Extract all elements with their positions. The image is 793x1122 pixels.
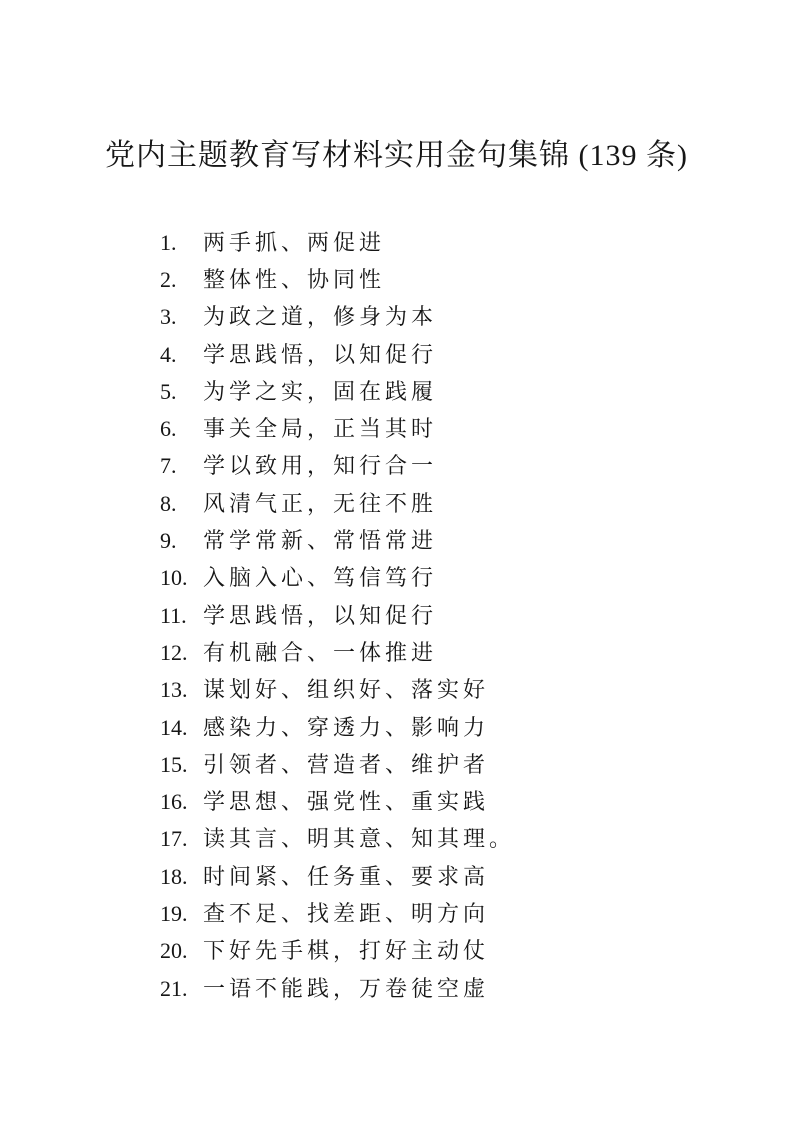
list-item	[160, 858, 515, 895]
list-item	[160, 597, 515, 634]
list-item-text: 学以致用，知行合一	[203, 453, 438, 479]
list-item-number: 21.	[160, 975, 188, 1001]
list-item-number: 3.	[160, 304, 177, 330]
list-item-text: 下好先手棋，打好主动仗	[203, 938, 490, 964]
list-item-text: 谋划好、组织好、落实好	[203, 677, 490, 703]
list-item-text: 风清气正，无往不胜	[203, 490, 438, 516]
list-item	[160, 560, 515, 597]
list-item-number: 17.	[160, 826, 188, 852]
list-item	[160, 299, 515, 336]
list-item	[160, 522, 515, 559]
list-item-number: 20.	[160, 938, 188, 964]
list-item-text: 学思践悟，以知促行	[203, 602, 438, 628]
list-item-number: 15.	[160, 751, 188, 777]
list-item-number: 10.	[160, 565, 188, 591]
list-item	[160, 821, 515, 858]
list-item	[160, 634, 515, 671]
list-item-number: 16.	[160, 789, 188, 815]
list-item-text: 一语不能践，万卷徒空虚	[203, 975, 490, 1001]
list-item	[160, 746, 515, 783]
list-item-number: 18.	[160, 863, 188, 889]
list-item-text: 有机融合、一体推进	[203, 639, 438, 665]
list-item-number: 12.	[160, 639, 188, 665]
list-item-text: 查不足、找差距、明方向	[203, 900, 490, 926]
list-item-text: 读其言、明其意、知其理。	[203, 826, 516, 852]
list-item-number: 14.	[160, 714, 188, 740]
list-item	[160, 224, 515, 261]
list-item-number: 5.	[160, 378, 177, 404]
list-item	[160, 895, 515, 932]
list-item	[160, 783, 515, 820]
list-item	[160, 672, 515, 709]
list-item	[160, 448, 515, 485]
list-item-number: 11.	[160, 602, 187, 628]
list-item-text: 学思想、强党性、重实践	[203, 789, 490, 815]
list-item-number: 9.	[160, 528, 177, 554]
list-item	[160, 485, 515, 522]
numbered-list	[160, 224, 515, 1007]
list-item	[160, 261, 515, 298]
list-item-text: 为政之道，修身为本	[203, 304, 438, 330]
list-item-text: 整体性、协同性	[203, 266, 386, 292]
list-item-number: 19.	[160, 900, 188, 926]
list-item-number: 7.	[160, 453, 177, 479]
list-item-number: 4.	[160, 341, 177, 367]
list-item	[160, 410, 515, 447]
list-item-number: 13.	[160, 677, 188, 703]
list-item-number: 6.	[160, 416, 177, 442]
list-item-text: 事关全局，正当其时	[203, 416, 438, 442]
list-item-text: 常学常新、常悟常进	[203, 528, 438, 554]
list-item-text: 入脑入心、笃信笃行	[203, 565, 438, 591]
list-item-number: 2.	[160, 266, 177, 292]
list-item-number: 1.	[160, 229, 177, 255]
list-item-text: 为学之实，固在践履	[203, 378, 438, 404]
list-item	[160, 709, 515, 746]
list-item	[160, 373, 515, 410]
list-item-text: 两手抓、两促进	[203, 229, 386, 255]
page-title: 党内主题教育写材料实用金句集锦 (139 条)	[105, 139, 688, 172]
list-item-text: 学思践悟，以知促行	[203, 341, 438, 367]
list-item	[160, 970, 515, 1007]
list-item-text: 引领者、营造者、维护者	[203, 751, 490, 777]
list-item-number: 8.	[160, 490, 177, 516]
list-item	[160, 933, 515, 970]
list-item	[160, 336, 515, 373]
list-item-text: 时间紧、任务重、要求高	[203, 863, 490, 889]
list-item-text: 感染力、穿透力、影响力	[203, 714, 490, 740]
